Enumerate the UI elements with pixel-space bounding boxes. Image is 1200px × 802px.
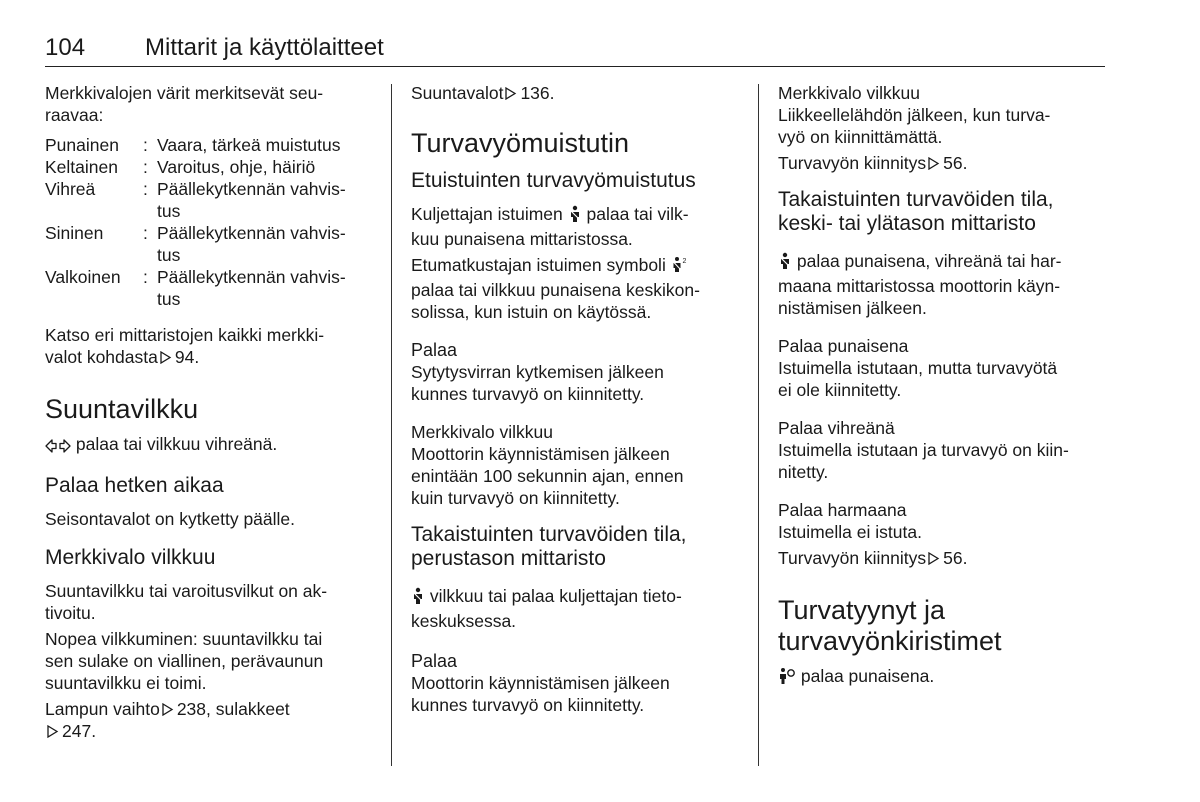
fast-flash-text: Nopea vilkkuminen: suuntavilkku tai sen sulake on viallinen, perävaunun suuntavilkku ei toimi. — [45, 629, 324, 693]
reference-arrow-icon — [161, 703, 174, 716]
color-row — [45, 222, 346, 266]
column-divider — [391, 84, 392, 766]
flash-text: Suuntavilkku tai varoitusvilkut on ak- tivoitu. — [45, 581, 328, 623]
color-separator: : — [143, 223, 148, 243]
airbag-text: palaa punaisena. — [778, 665, 1108, 690]
on-text: Sytytysvirran kytkemisen jälkeen kunnes turvavyö on kiinnitetty. — [411, 362, 664, 404]
flashing-text: Liikkeellelähdön jälkeen, kun turva- vyö on kiinnittämättä. — [778, 105, 1051, 147]
section-heading-turn-signal: Suuntavilkku — [45, 394, 199, 424]
seatbelt-fasten-ref: Turvavyön kiinnitys 56. — [778, 153, 968, 173]
airbag-icon — [778, 667, 796, 690]
subheading-front-seats: Etuistuinten turvavyömuistutus — [411, 169, 696, 192]
passenger-seat-text: Etumatkustajan istuimen symboli 2 palaa tai vilkkuu punaisena keskikon- solissa, kun istuin on käytössä. — [411, 255, 700, 322]
turn-signal-text: palaa tai vilkkuu vihreänä. — [45, 433, 375, 458]
seatbelt-reminder-icon — [778, 252, 792, 275]
reference-arrow-icon — [927, 157, 940, 170]
seatbelt-fasten-ref: Turvavyön kiinnitys 56. — [778, 548, 968, 568]
color-name: Valkoinen — [45, 267, 121, 287]
color-row — [45, 134, 346, 156]
on-text-2: Moottorin käynnistämisen jälkeen kunnes turvavyö on kiinnitetty. — [411, 673, 670, 715]
seatbelt-reminder-icon — [568, 205, 582, 228]
driver-seat-text: Kuljettajan istuimen palaa tai vilk- kuu punaisena mittaristossa. — [411, 204, 689, 249]
color-name: Vihreä — [45, 179, 96, 199]
reference-arrow-icon — [159, 351, 172, 364]
grey-text: Istuimella ei istuta. — [778, 522, 922, 542]
column-3 — [778, 82, 1108, 690]
page-header — [45, 34, 1105, 67]
subheading-flashing: Merkkivalo vilkkuu — [411, 422, 553, 442]
color-separator: : — [143, 157, 148, 177]
green-text: Istuimella istutaan ja turvavyö on kiin- nitetty. — [778, 440, 1069, 482]
color-name: Punainen — [45, 135, 119, 155]
color-meaning: Vaara, tärkeä muistutus — [157, 135, 341, 155]
section-heading-seatbelt: Turvavyömuistutin — [411, 128, 630, 158]
lamp-change-text: Lampun vaihto 238, sulakkeet 247. — [45, 699, 290, 741]
subheading-rear-mid-high: Takaistuinten turvavöiden tila, keski- tai ylätason mittaristo — [778, 188, 1054, 235]
color-name: Keltainen — [45, 157, 118, 177]
chapter-title: Mittarit ja käyttölaitteet — [145, 34, 384, 61]
seatbelt-reminder-passenger-icon — [671, 256, 689, 279]
seatbelt-reminder-icon — [411, 587, 425, 610]
red-text: Istuimella istutaan, mutta turvavyötä ei ole kiinnitetty. — [778, 358, 1058, 400]
subheading-grey: Palaa harmaana — [778, 500, 907, 520]
color-name: Sininen — [45, 223, 104, 243]
turn-lights-ref: Suuntavalot 136. — [411, 83, 555, 103]
svg-text:2: 2 — [682, 258, 687, 265]
page-number: 104 — [45, 34, 86, 61]
color-row — [45, 156, 346, 178]
rear-mid-high-text: palaa punaisena, vihreänä tai har- maana mittaristossa moottorin käyn- nistämisen jälkeen. — [778, 251, 1062, 318]
reference-arrow-icon — [504, 87, 517, 100]
brief-text: Seisontavalot on kytketty päälle. — [45, 509, 296, 529]
subheading-rear-basic: Takaistuinten turvavöiden tila, perustason mittaristo — [411, 523, 687, 570]
color-separator: : — [143, 135, 148, 155]
color-row — [45, 266, 346, 310]
page-ref-link[interactable]: 94. — [174, 347, 200, 367]
page-ref-link[interactable]: 56. — [943, 548, 968, 568]
turn-signal-arrows-icon — [45, 436, 71, 458]
subheading-flashing: Merkkivalo vilkkuu — [778, 83, 920, 103]
subheading-on: Palaa — [411, 651, 458, 671]
subheading-green: Palaa vihreänä — [778, 418, 895, 438]
rear-basic-text: vilkkuu tai palaa kuljettajan tieto- keskuksessa. — [411, 586, 682, 631]
subheading-on: Palaa — [411, 340, 458, 360]
subheading-flashing: Merkkivalo vilkkuu — [45, 546, 216, 569]
flashing-text: Moottorin käynnistämisen jälkeen enintään 100 sekunnin ajan, ennen kuin turvavyö on kiinnitetty. — [411, 444, 684, 508]
color-meaning: Päällekytkennän vahvis- tus — [157, 223, 346, 265]
color-meaning: Varoitus, ohje, häiriö — [157, 157, 316, 177]
section-heading-airbags: Turvatyynyt ja turvavyönkiristimet — [778, 595, 1002, 656]
subheading-brief: Palaa hetken aikaa — [45, 474, 224, 497]
page-ref-link[interactable]: 56. — [943, 153, 968, 173]
color-meaning-table — [45, 134, 346, 310]
reference-arrow-icon — [927, 552, 940, 565]
page-ref-link[interactable]: 247. — [62, 721, 97, 741]
color-meaning: Päällekytkennän vahvis- tus — [157, 267, 346, 309]
reference-arrow-icon — [46, 725, 59, 738]
column-2 — [411, 82, 741, 716]
subheading-red: Palaa punaisena — [778, 336, 909, 356]
see-all-text: Katso eri mittaristojen kaikki merkki- valot kohdasta 94. — [45, 325, 325, 367]
page-ref-link[interactable]: 238, sulakkeet — [176, 699, 290, 719]
column-divider — [758, 84, 759, 766]
column-1 — [45, 82, 375, 742]
color-row — [45, 178, 346, 222]
color-separator: : — [143, 267, 148, 287]
color-separator: : — [143, 179, 148, 199]
color-meaning: Päällekytkennän vahvis- tus — [157, 179, 346, 221]
page-ref-link[interactable]: 136. — [520, 83, 555, 103]
intro-text: Merkkivalojen värit merkitsevät seu- raavaa: — [45, 83, 324, 125]
